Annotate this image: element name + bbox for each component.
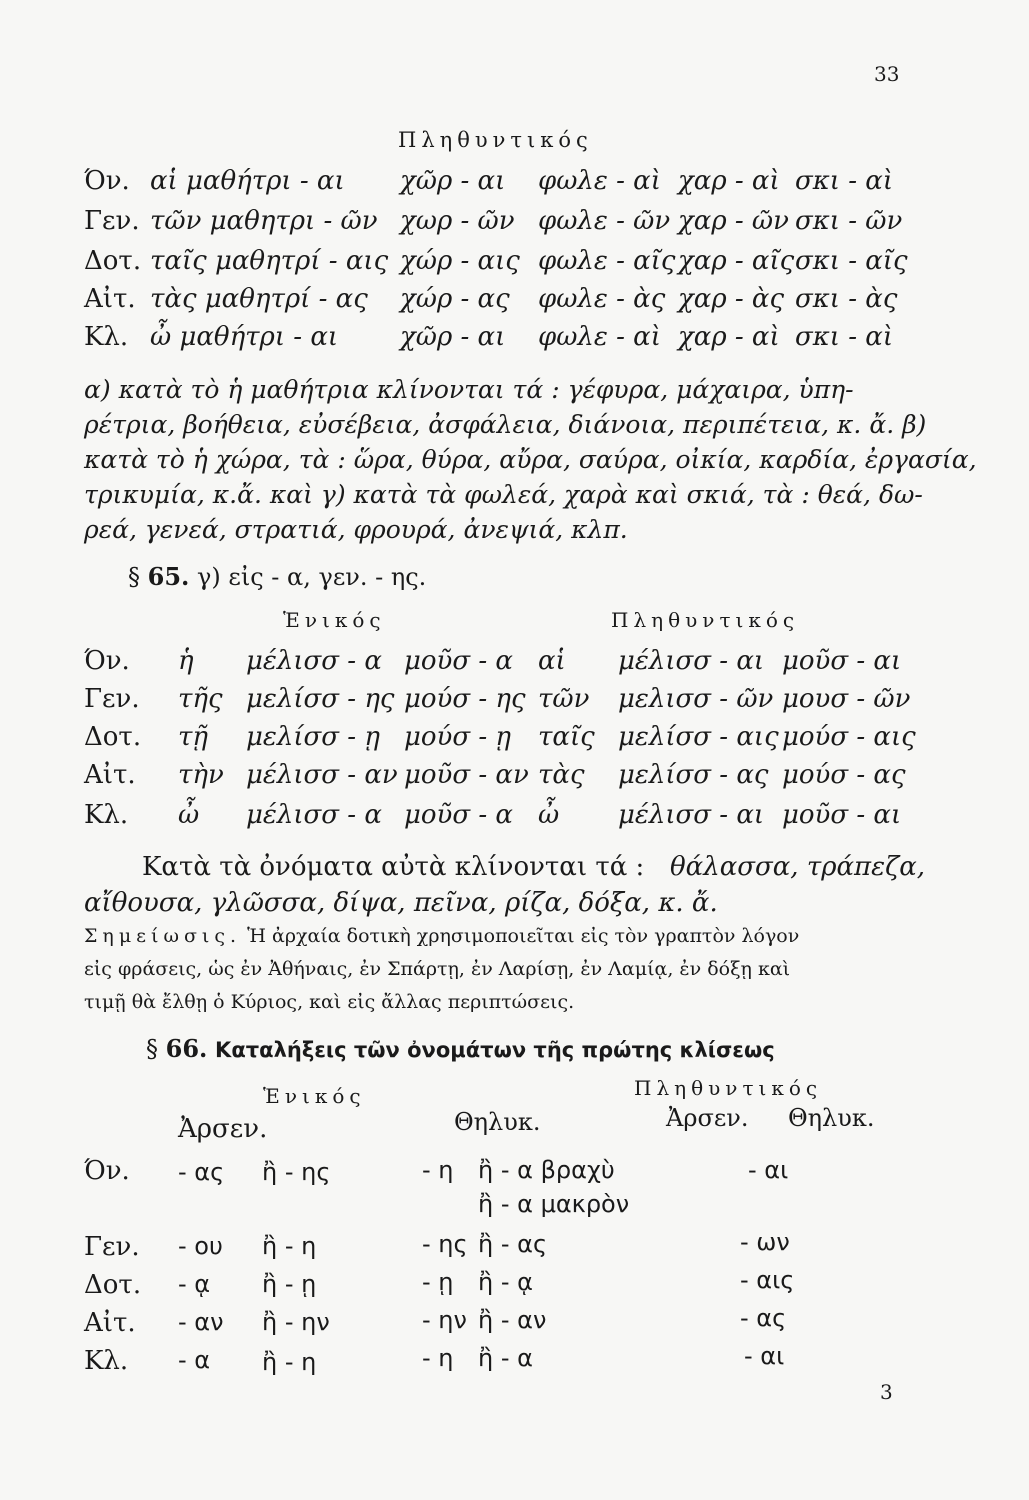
table-cell: φωλε - αὶ xyxy=(538,322,661,352)
case-label: Κλ. xyxy=(84,800,129,830)
section-symbol: § xyxy=(128,563,140,591)
note-line: τιμῇ θὰ ἔλθῃ ὁ Κύριος, καὶ εἰς ἄλλας περιπτώσεις. xyxy=(84,991,575,1013)
table-cell: χῶρ - αι xyxy=(400,322,506,352)
table-cell: μοῦσ - αν xyxy=(404,760,529,790)
section-66-heading xyxy=(146,1034,775,1063)
ending-plural: - ας xyxy=(740,1304,787,1332)
article: αἱ xyxy=(538,646,566,676)
case-label: Δοτ. xyxy=(84,246,142,276)
section-number: 66. xyxy=(165,1034,208,1063)
note-block xyxy=(84,920,799,1019)
ending-fem: - ης xyxy=(422,1230,468,1258)
ending-fem-alt: ἢ - ᾳ xyxy=(478,1268,533,1296)
ending-plural: - αις xyxy=(740,1266,795,1294)
table3-plural-title: Πληθυντικός xyxy=(634,1076,823,1100)
ending-masc: - ᾳ xyxy=(178,1270,211,1298)
paragraph-line: κατὰ τὸ ἡ χώρα, τὰ : ὥρα, θύρα, αὔρα, σαύρα, οἰκία, καρδία, ἐργασία, xyxy=(84,445,977,474)
case-label: Όν. xyxy=(84,646,130,676)
note-text: Ἡ ἀρχαία δοτικὴ χρησιμοποιεῖται εἰς τὸν γραπτὸν λόγον xyxy=(247,925,800,947)
paragraph-similar-nouns xyxy=(142,852,644,882)
case-label: Δοτ. xyxy=(84,722,142,752)
article: τῇ xyxy=(178,722,208,752)
ending-fem-alt: ἢ - α xyxy=(478,1344,533,1372)
table-cell: φωλε - ὰς xyxy=(538,284,666,314)
case-label: Γεν. xyxy=(84,1232,140,1262)
table-cell: χωρ - ῶν xyxy=(400,206,515,236)
article: τὴν xyxy=(178,760,224,790)
table-cell: μέλισσ - αι xyxy=(618,646,765,676)
table-cell: χαρ - ὰς xyxy=(678,284,785,314)
article: τῆς xyxy=(178,684,223,714)
case-label: Γεν. xyxy=(84,684,140,714)
table2-singular-title: Ἑνικός xyxy=(283,608,386,632)
article: ὦ xyxy=(538,800,560,830)
header-plur-fem: Θηλυκ. xyxy=(788,1104,875,1132)
table-cell: φωλε - ῶν xyxy=(538,206,671,236)
table-cell: μέλισσ - αι xyxy=(618,800,765,830)
table-cell: μελίσσ - ῃ xyxy=(246,722,380,752)
table-cell: μελισσ - ῶν xyxy=(618,684,774,714)
case-label: Όν. xyxy=(84,1156,130,1186)
table-cell: μούσ - ῃ xyxy=(404,722,511,752)
table-cell: μέλισσ - α xyxy=(246,800,382,830)
header-sing-fem: Θηλυκ. xyxy=(454,1108,541,1136)
case-label: Κλ. xyxy=(84,322,129,352)
case-label: Όν. xyxy=(84,166,130,196)
paragraph-line: ρεά, γενεά, στρατιά, φρουρά, ἀνεψιά, κλπ. xyxy=(84,515,628,544)
ending-masc: - ου xyxy=(178,1232,223,1260)
table1-title: Πληθυντικός xyxy=(398,128,593,152)
table2-plural-title: Πληθυντικός xyxy=(611,608,800,632)
table-cell: χαρ - αὶ xyxy=(678,322,780,352)
case-label: Κλ. xyxy=(84,1346,129,1376)
ending-masc-alt: ἢ - η xyxy=(262,1348,317,1376)
table-cell: σκι - αὶ xyxy=(795,322,894,352)
ending-masc-alt: ἢ - ην xyxy=(262,1308,330,1336)
table-cell: μούσ - ης xyxy=(404,684,526,714)
ending-fem-alt: ἢ - α μακρὸν xyxy=(478,1190,630,1218)
section-65-heading xyxy=(128,562,426,591)
table-cell: μουσ - ῶν xyxy=(782,684,911,714)
case-label: Αἰτ. xyxy=(84,1308,136,1338)
signature-mark: 3 xyxy=(880,1380,893,1404)
table-cell: μελίσσ - ης xyxy=(246,684,395,714)
section-text: γ) εἰς - α, γεν. - ης. xyxy=(197,563,427,591)
ending-fem-alt: ἢ - ας xyxy=(478,1230,548,1258)
table-cell: μελίσσ - αις xyxy=(618,722,779,752)
ending-masc-alt: ἢ - η xyxy=(262,1232,317,1260)
note-label: Σημείωσις. xyxy=(84,925,242,947)
ending-masc: - ας xyxy=(178,1158,225,1186)
table-cell: χαρ - αῖς xyxy=(678,246,795,276)
table-cell: σκι - ὰς xyxy=(795,284,898,314)
table-cell: χαρ - αὶ xyxy=(678,166,780,196)
header-sing-masc: Ἀρσεν. xyxy=(178,1114,268,1144)
table-cell: χαρ - ῶν xyxy=(678,206,789,236)
table-cell: ταῖς μαθητρί - αις xyxy=(150,246,389,276)
table-cell: φωλε - αῖς xyxy=(538,246,676,276)
ending-masc-alt: ἢ - ης xyxy=(262,1158,331,1186)
paragraph-declension-examples xyxy=(84,372,977,547)
table-cell: αἱ μαθήτρι - αι xyxy=(150,166,345,196)
paragraph-line: α) κατὰ τὸ ἡ μαθήτρια κλίνονται τά : γέφυρα, μάχαιρα, ὑπη- xyxy=(84,375,854,404)
paragraph-line: ρέτρια, βοήθεια, εὐσέβεια, ἀσφάλεια, διάνοια, περιπέτεια, κ. ἄ. β) xyxy=(84,410,927,439)
table-cell: φωλε - αὶ xyxy=(538,166,661,196)
table-cell: μοῦσ - αι xyxy=(782,800,902,830)
table-cell: χώρ - αις xyxy=(400,246,520,276)
article: τὰς xyxy=(538,760,585,790)
table-cell: μούσ - ας xyxy=(782,760,906,790)
article: ὦ xyxy=(178,800,200,830)
table-cell: μούσ - αις xyxy=(782,722,916,752)
section-number: 65. xyxy=(147,562,190,591)
article: τῶν xyxy=(538,684,590,714)
ending-fem: - η xyxy=(422,1344,454,1372)
table-cell: μοῦσ - α xyxy=(404,646,513,676)
header-plur-masc: Ἀρσεν. xyxy=(666,1104,749,1132)
ending-fem: - ην xyxy=(422,1306,467,1334)
table-cell: σκι - αὶ xyxy=(795,166,894,196)
ending-plural: - αι xyxy=(744,1342,785,1370)
article: ταῖς xyxy=(538,722,595,752)
ending-masc: - αν xyxy=(178,1308,224,1336)
paragraph-line: τρικυμία, κ.ἄ. καὶ γ) κατὰ τὰ φωλεά, χαρὰ καὶ σκιά, τὰ : θεά, δω- xyxy=(84,480,923,509)
ending-masc: - α xyxy=(178,1346,211,1374)
table-cell: ὦ μαθήτρι - αι xyxy=(150,322,339,352)
table-cell: μοῦσ - α xyxy=(404,800,513,830)
ending-fem: - ῃ xyxy=(422,1268,454,1296)
case-label: Αἰτ. xyxy=(84,760,136,790)
note-line xyxy=(84,920,799,953)
section-symbol: § xyxy=(146,1035,158,1063)
case-label: Δοτ. xyxy=(84,1270,142,1300)
table-cell: σκι - ῶν xyxy=(795,206,903,236)
table-cell: χῶρ - αι xyxy=(400,166,506,196)
case-label: Αἰτ. xyxy=(84,284,136,314)
note-line: εἰς φράσεις, ὡς ἐν Ἀθήναις, ἐν Σπάρτῃ, ἐν Λαρίσῃ, ἐν Λαμίᾳ, ἐν δόξῃ καὶ xyxy=(84,958,791,980)
paragraph-examples: αἴθουσα, γλῶσσα, δίψα, πεῖνα, ρίζα, δόξα, κ. ἄ. xyxy=(84,888,718,918)
table-cell: τὰς μαθητρί - ας xyxy=(150,284,368,314)
ending-fem-alt: ἢ - α βραχὺ xyxy=(478,1156,615,1184)
table-cell: χώρ - ας xyxy=(400,284,510,314)
paragraph-examples-tail: θάλασσα, τράπεζα, xyxy=(670,852,926,882)
case-label: Γεν. xyxy=(84,206,140,236)
paragraph-lead: Κατὰ τὰ ὀνόματα αὐτὰ κλίνονται τά : xyxy=(142,852,645,882)
ending-masc-alt: ἢ - ῃ xyxy=(262,1270,317,1298)
table-cell: μέλισσ - αν xyxy=(246,760,398,790)
section-title: Καταλήξεις τῶν ὀνομάτων τῆς πρώτης κλίσεως xyxy=(215,1038,775,1062)
page-number: 33 xyxy=(874,62,900,86)
ending-plural: - αι xyxy=(748,1156,789,1184)
table-cell: μοῦσ - αι xyxy=(782,646,902,676)
ending-plural: - ων xyxy=(740,1228,790,1256)
table-cell: τῶν μαθητρι - ῶν xyxy=(150,206,378,236)
table-cell: μελίσσ - ας xyxy=(618,760,769,790)
table-cell: μέλισσ - α xyxy=(246,646,382,676)
table-cell: σκι - αῖς xyxy=(795,246,908,276)
article: ἡ xyxy=(178,646,194,676)
ending-fem: - η xyxy=(422,1156,454,1184)
table3-singular-title: Ἑνικός xyxy=(263,1084,366,1108)
ending-fem-alt: ἢ - αν xyxy=(478,1306,547,1334)
